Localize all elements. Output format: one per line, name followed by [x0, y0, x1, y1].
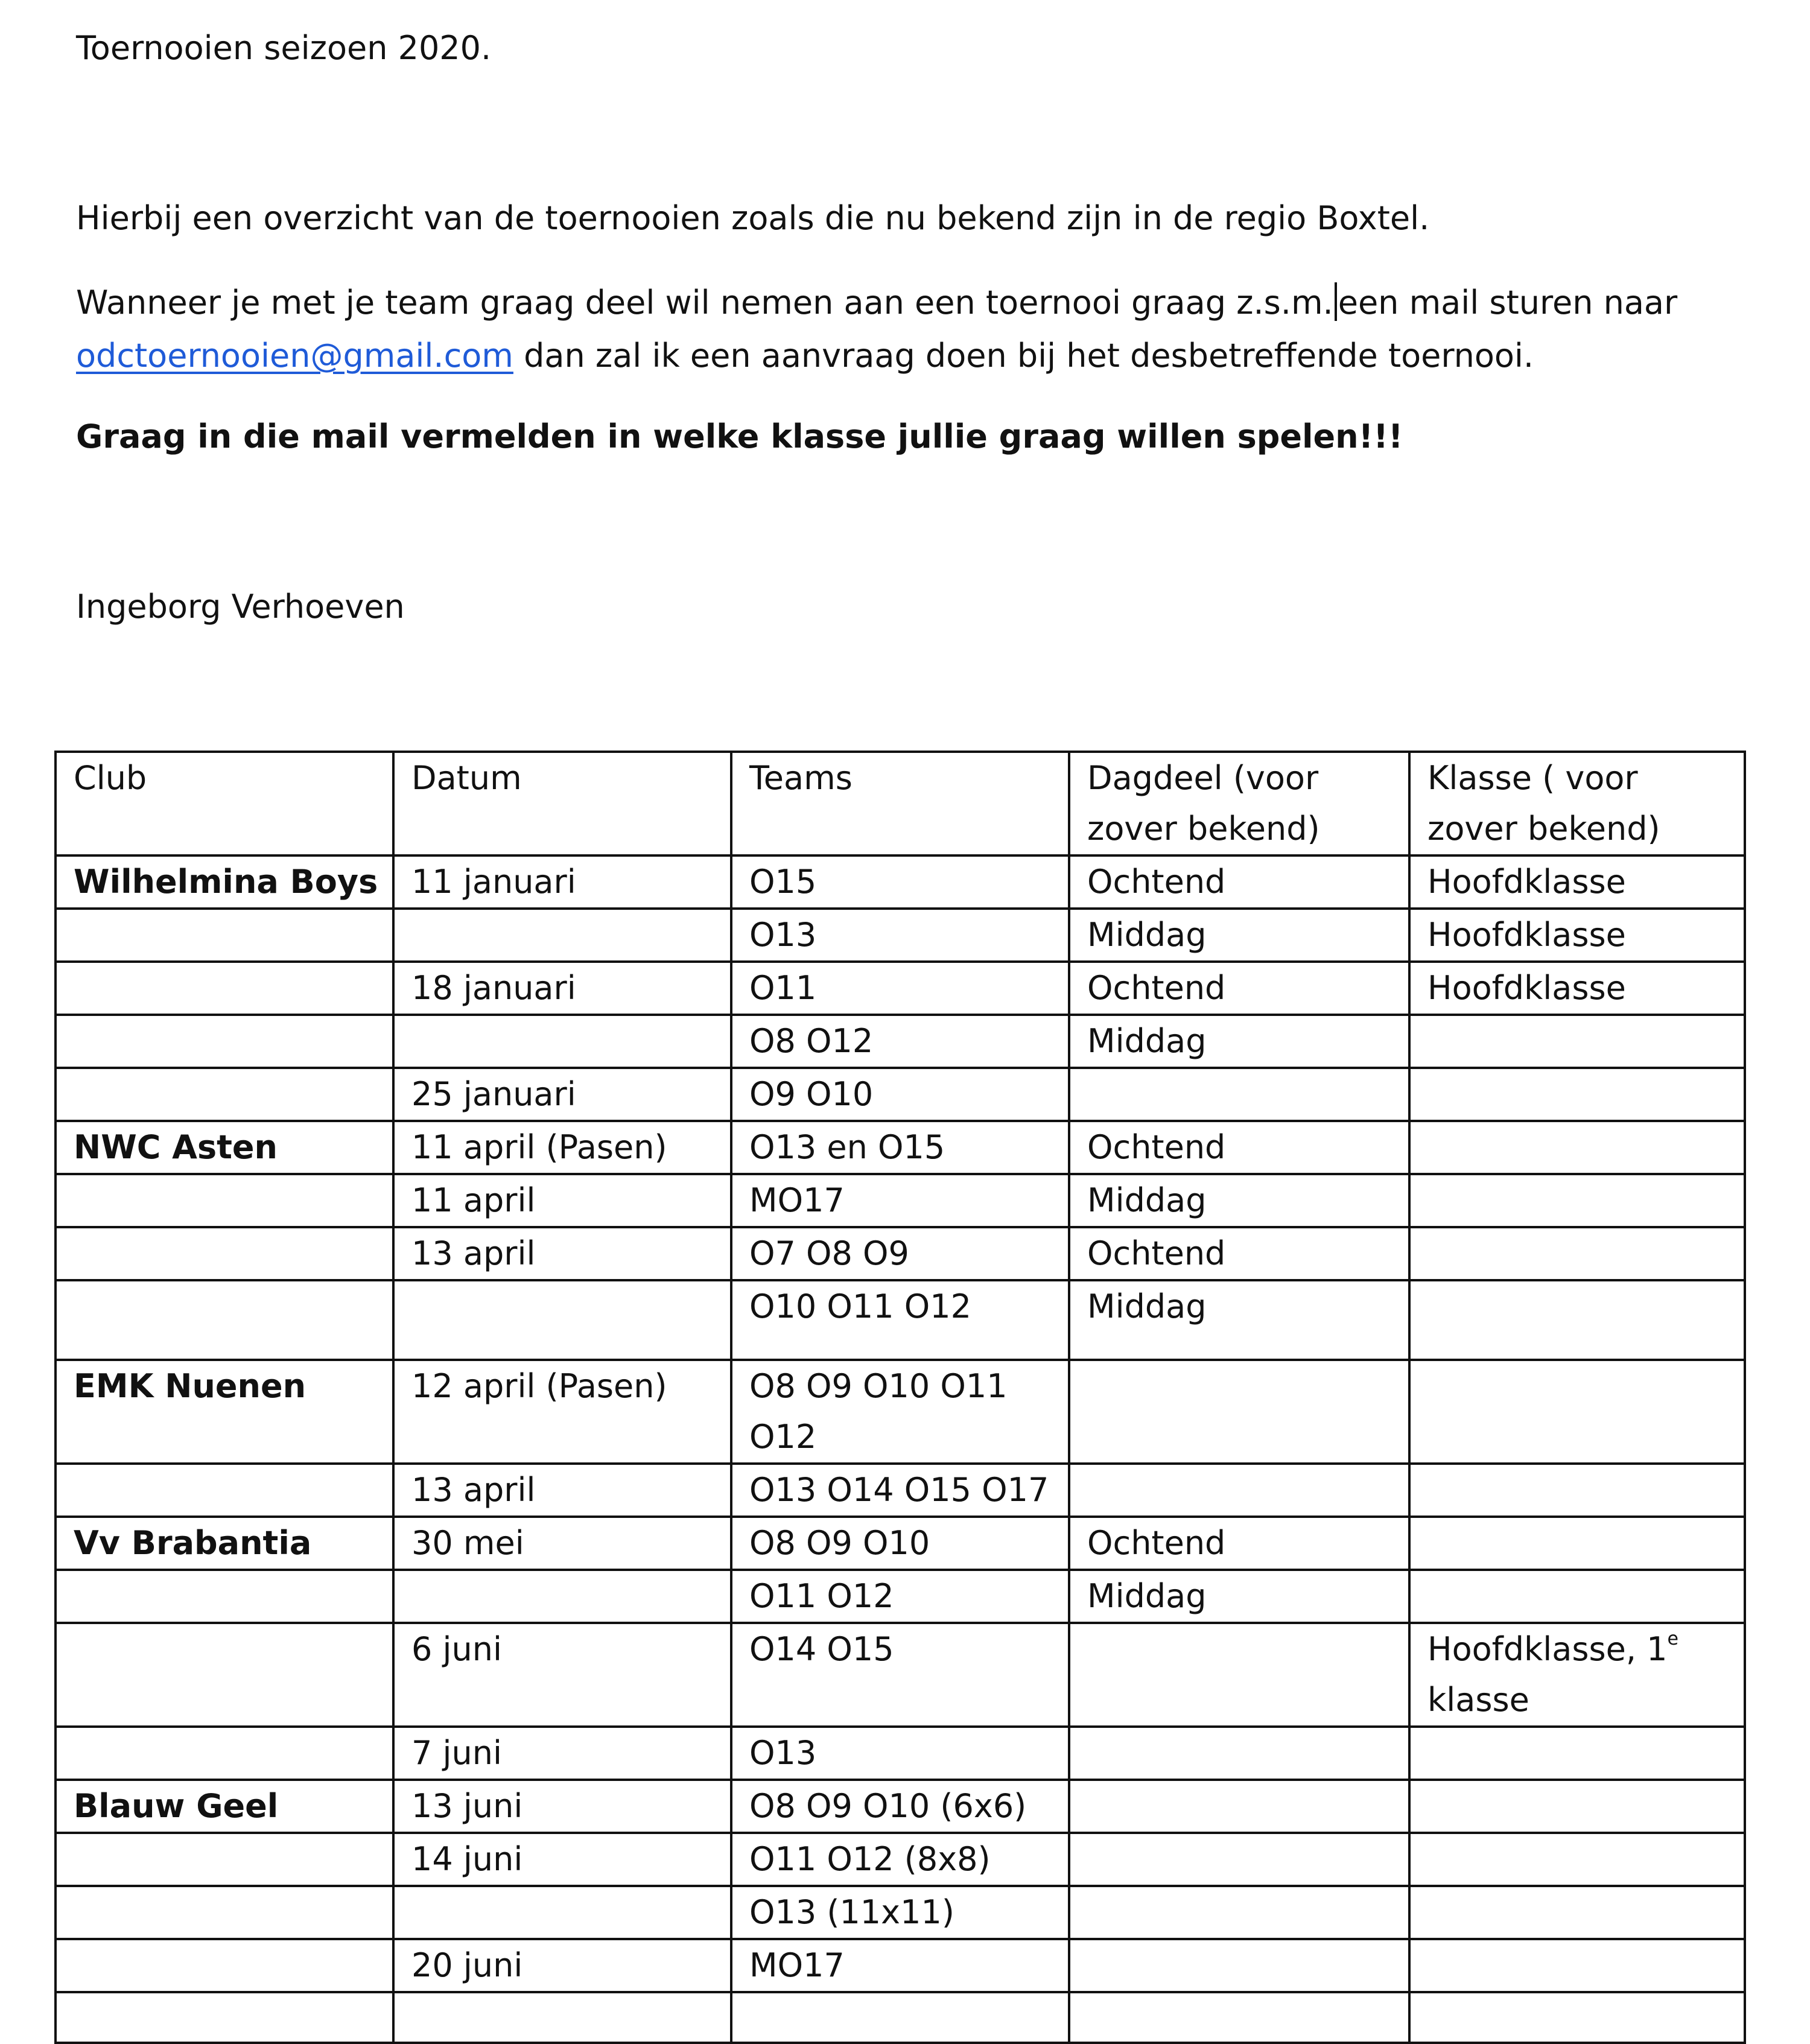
cell-club [56, 1992, 393, 2043]
cell-datum: 18 januari [393, 962, 731, 1015]
cell-teams: O8 O9 O10 (6x6) [731, 1780, 1069, 1833]
cell-dagdeel: Ochtend [1069, 855, 1409, 909]
table-row [56, 1280, 1745, 1360]
cell-club: NWC Asten [56, 1121, 393, 1174]
cell-datum [393, 1886, 731, 1939]
table-row [56, 1227, 1745, 1280]
cell-club: Blauw Geel [56, 1780, 393, 1833]
cell-dagdeel: Middag [1069, 1280, 1409, 1360]
cell-klasse [1409, 1833, 1745, 1886]
intro-paragraph: Hierbij een overzicht van de toernooien zoals die nu bekend zijn in de regio Boxtel. [76, 199, 1430, 237]
cell-datum: 13 april [393, 1227, 731, 1280]
cell-club [56, 1015, 393, 1068]
cell-datum: 11 april (Pasen) [393, 1121, 731, 1174]
cell-dagdeel [1069, 1068, 1409, 1121]
table-header-row [56, 752, 1745, 855]
table-row [56, 962, 1745, 1015]
cell-teams: O15 [731, 855, 1069, 909]
cell-dagdeel: Middag [1069, 1174, 1409, 1227]
cell-teams: O13 O14 O15 O17 [731, 1464, 1069, 1517]
table-row [56, 1068, 1745, 1121]
cell-datum: 7 juni [393, 1727, 731, 1780]
cell-teams: O13 en O15 [731, 1121, 1069, 1174]
cell-datum [393, 1992, 731, 2043]
cell-teams: O13 (11x11) [731, 1886, 1069, 1939]
cell-club [56, 1227, 393, 1280]
cell-teams: O8 O12 [731, 1015, 1069, 1068]
cell-teams: MO17 [731, 1939, 1069, 1992]
cell-datum: 6 juni [393, 1623, 731, 1727]
table-row [56, 1174, 1745, 1227]
cell-dagdeel: Middag [1069, 1015, 1409, 1068]
cell-teams: O9 O10 [731, 1068, 1069, 1121]
table-row [56, 1780, 1745, 1833]
table-row [56, 1360, 1745, 1464]
cell-dagdeel [1069, 1886, 1409, 1939]
cell-klasse [1409, 1121, 1745, 1174]
request-text-part3: dan zal ik een aanvraag doen bij het desbetreffende toernooi. [524, 337, 1534, 375]
cell-club [56, 1623, 393, 1727]
cell-dagdeel [1069, 1727, 1409, 1780]
table-row [56, 1121, 1745, 1174]
cell-datum: 13 april [393, 1464, 731, 1517]
cell-teams [731, 1992, 1069, 2043]
cell-klasse: Hoofdklasse [1409, 962, 1745, 1015]
cell-klasse [1409, 1570, 1745, 1623]
cell-klasse [1409, 1939, 1745, 1992]
header-club: Club [56, 752, 393, 855]
cell-dagdeel [1069, 1464, 1409, 1517]
table-row [56, 1015, 1745, 1068]
table-row [56, 1464, 1745, 1517]
cell-club [56, 1886, 393, 1939]
table-row [56, 1833, 1745, 1886]
cell-teams: O13 [731, 909, 1069, 962]
cell-datum: 20 juni [393, 1939, 731, 1992]
cell-dagdeel: Ochtend [1069, 962, 1409, 1015]
table-row [56, 1570, 1745, 1623]
cell-datum: 13 juni [393, 1780, 731, 1833]
cell-dagdeel [1069, 1833, 1409, 1886]
cell-klasse [1409, 1015, 1745, 1068]
header-datum: Datum [393, 752, 731, 855]
cell-klasse: Hoofdklasse, 1e klasse [1409, 1623, 1745, 1727]
cell-dagdeel: Ochtend [1069, 1121, 1409, 1174]
cell-datum [393, 1570, 731, 1623]
cell-datum: 14 juni [393, 1833, 731, 1886]
cell-klasse [1409, 1727, 1745, 1780]
cell-klasse [1409, 1068, 1745, 1121]
cell-teams: O8 O9 O10 O11 O12 [731, 1360, 1069, 1464]
cell-klasse [1409, 1780, 1745, 1833]
cell-klasse [1409, 1886, 1745, 1939]
cell-teams: MO17 [731, 1174, 1069, 1227]
cell-teams: O11 [731, 962, 1069, 1015]
cell-datum: 11 april [393, 1174, 731, 1227]
cell-datum [393, 1015, 731, 1068]
cell-dagdeel: Middag [1069, 1570, 1409, 1623]
bold-note: Graag in die mail vermelden in welke klasse jullie graag willen spelen!!! [76, 417, 1403, 455]
table-row [56, 1517, 1745, 1570]
cell-club [56, 1939, 393, 1992]
cell-teams: O11 O12 (8x8) [731, 1833, 1069, 1886]
cell-club [56, 1833, 393, 1886]
cell-club [56, 1464, 393, 1517]
request-text-part2: een mail sturen naar [1338, 284, 1678, 322]
cell-klasse [1409, 1280, 1745, 1360]
cell-klasse [1409, 1227, 1745, 1280]
header-teams: Teams [731, 752, 1069, 855]
table-row [56, 909, 1745, 962]
cell-datum: 12 april (Pasen) [393, 1360, 731, 1464]
cell-teams: O14 O15 [731, 1623, 1069, 1727]
signature: Ingeborg Verhoeven [76, 588, 405, 626]
cell-klasse [1409, 1992, 1745, 2043]
cell-club: Wilhelmina Boys [56, 855, 393, 909]
cell-dagdeel [1069, 1992, 1409, 2043]
table-row [56, 1992, 1745, 2043]
cell-klasse: Hoofdklasse [1409, 855, 1745, 909]
header-dagdeel: Dagdeel (voor zover bekend) [1069, 752, 1409, 855]
tournament-table [54, 751, 1746, 2044]
header-klasse: Klasse ( voor zover bekend) [1409, 752, 1745, 855]
table-row [56, 1939, 1745, 1992]
cell-klasse: Hoofdklasse [1409, 909, 1745, 962]
table-row [56, 1727, 1745, 1780]
cell-teams: O11 O12 [731, 1570, 1069, 1623]
cell-club: Vv Brabantia [56, 1517, 393, 1570]
cell-dagdeel: Ochtend [1069, 1227, 1409, 1280]
cell-datum [393, 909, 731, 962]
cell-club: EMK Nuenen [56, 1360, 393, 1464]
cell-teams: O10 O11 O12 [731, 1280, 1069, 1360]
table-row [56, 1886, 1745, 1939]
cell-club [56, 1068, 393, 1121]
cell-datum [393, 1280, 731, 1360]
text-cursor [1335, 282, 1337, 321]
cell-teams: O13 [731, 1727, 1069, 1780]
cell-datum: 25 januari [393, 1068, 731, 1121]
cell-club [56, 1570, 393, 1623]
cell-dagdeel [1069, 1360, 1409, 1464]
cell-club [56, 909, 393, 962]
request-text-part1: Wanneer je met je team graag deel wil nemen aan een toernooi graag z.s.m. [76, 284, 1333, 322]
cell-datum: 11 januari [393, 855, 731, 909]
cell-dagdeel: Middag [1069, 909, 1409, 962]
email-link[interactable]: odctoernooien@gmail.com [76, 337, 513, 375]
request-paragraph [76, 276, 1677, 382]
table-row [56, 1623, 1745, 1727]
cell-club [56, 1280, 393, 1360]
cell-club [56, 1174, 393, 1227]
cell-dagdeel [1069, 1780, 1409, 1833]
cell-klasse [1409, 1174, 1745, 1227]
table-row [56, 855, 1745, 909]
cell-klasse [1409, 1464, 1745, 1517]
cell-dagdeel [1069, 1939, 1409, 1992]
document-title: Toernooien seizoen 2020. [76, 29, 492, 67]
cell-dagdeel: Ochtend [1069, 1517, 1409, 1570]
cell-club [56, 962, 393, 1015]
cell-klasse [1409, 1517, 1745, 1570]
cell-club [56, 1727, 393, 1780]
cell-teams: O8 O9 O10 [731, 1517, 1069, 1570]
cell-dagdeel [1069, 1623, 1409, 1727]
cell-datum: 30 mei [393, 1517, 731, 1570]
cell-klasse [1409, 1360, 1745, 1464]
cell-teams: O7 O8 O9 [731, 1227, 1069, 1280]
